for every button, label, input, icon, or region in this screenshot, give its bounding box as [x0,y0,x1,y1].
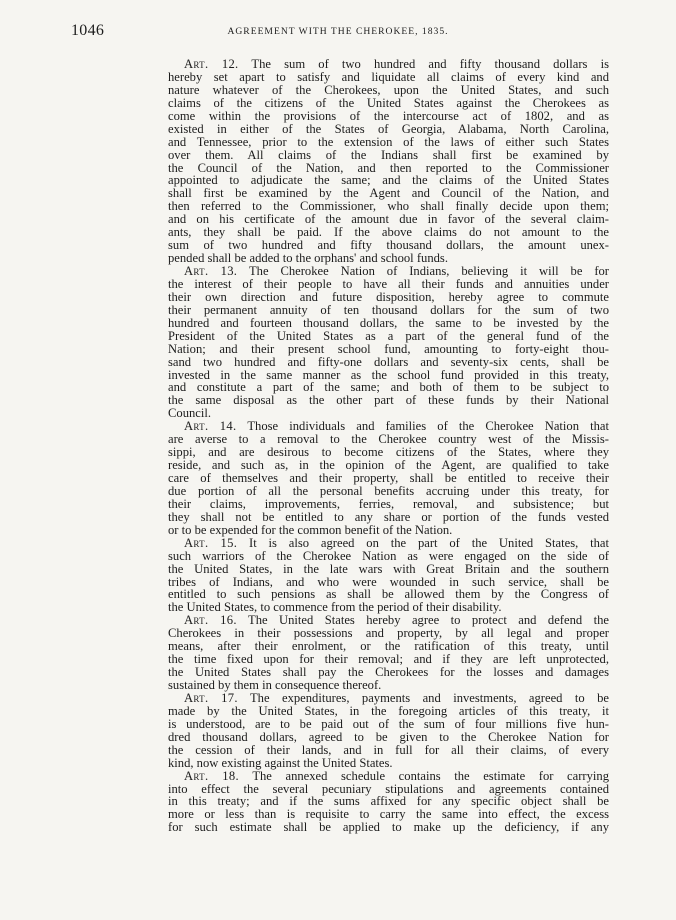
article-line-text: the United States shall pay the Cherokees for the losses and damages [168,665,609,680]
article-line-text: Nation; and their present school fund, amounting to forty-eight thou- [168,341,609,356]
article-line-text: entitled to such pensions as shall be allowed them by the Congress of [168,587,609,602]
article-line-text: The annexed schedule contains the estimate for carrying [252,768,610,783]
article-label: Art. 17. [184,690,238,705]
article-line-text: pended shall be added to the orphans' and school funds. [168,251,448,266]
article-line-text: more or less than is requisite to carry the same into effect, the excess [168,807,609,822]
article-line-text: and constitute a part of the same; and both of them to be subject to [168,380,609,395]
article-line-text: existed in either of the States of Georgia, Alabama, North Carolina, [168,121,609,136]
article-line-text: is understood, are to be paid out of the sum of four millions five hun- [168,716,609,731]
article-17 [168,692,609,770]
article-label: Art. 14. [184,419,237,434]
treaty-text [168,58,609,834]
article-line-text: their own direction and future disposition, hereby agree to commute [168,289,609,304]
article-line-text: come within the provisions of the intercourse act of 1802, and as [168,108,609,123]
article-line-text: sustained by them in consequence thereof. [168,678,382,692]
article-line-text: shall first be examined by the Agent and Council of the Nation, and [168,186,609,201]
article-line-text: their claims, improvements, ferries, removal, and subsistence; but [168,496,609,511]
article-line-text: claims of the citizens of the United States against the Cherokees as [168,95,609,110]
running-head: AGREEMENT WITH THE CHEROKEE, 1835. [227,26,449,37]
article-line-text: the Council of the Nation, and then reported to the Commissioner [168,160,609,175]
article-line [168,821,609,834]
article-line-text: care of themselves and their property, shall be entitled to receive their [168,471,609,485]
article-line-text: Those individuals and families of the Cherokee Nation that [247,419,609,434]
article-line-text: tribes of Indians, and who were wounded in such service, shall be [168,574,609,589]
article-line-text: means, after their enrolment, or the ratification of this treaty, until [168,639,609,654]
article-12 [168,58,609,265]
article-line-text: for such estimate shall be applied to make up the deficiency, if any [168,820,609,835]
article-line-text: It is also agreed on the part of the United States, that [249,535,609,550]
article-18 [168,770,609,835]
article-line-text: and on his certificate of the amount due in favor of the several claim- [168,212,609,227]
article-line-text: due portion of all the personal benefits accruing under this treaty, for [168,483,609,498]
article-line-text: and Tennessee, prior to the extension of the laws of either such States [168,134,609,149]
article-line-text: the United States, in the late wars with Great Britain and the southern [168,561,609,576]
article-line-text: sippi, and are desirous to become citizens of the States, where they [168,445,609,460]
article-line-text: the United States, to commence from the period of their disability. [168,600,502,615]
article-line-text: they shall not be entitled to any share or portion of the funds vested [168,509,609,524]
article-line-text: then referred to the Commissioner, who shall finally decide upon them; [168,199,609,214]
article-line-text: in this treaty; and if the sums affixed for any specific object shall be [168,794,609,809]
article-line-text: Council. [168,406,212,421]
article-line-text: over them. All claims of the Indians shall first be examined by [168,147,609,162]
article-line-text: reside, and such as, in the opinion of the Agent, are qualified to take [168,458,609,473]
article-line-text: hundred and fourteen thousand dollars, the same to be invested by the [168,315,609,330]
article-label: Art. 13. [184,264,238,278]
article-line-text: the interest of their people to have all their funds and annuities under [168,276,609,291]
page-number: 1046 [71,22,105,39]
article-line-text: the same disposal as the other part of these funds by their National [168,393,609,408]
article-line-text: their permanent annuity of ten thousand dollars for the sum of two [168,302,609,317]
article-label: Art. 16. [184,613,237,628]
article-line-text: The Cherokee Nation of Indians, believing it will be for [248,264,610,278]
article-line-text: into effect the several pecuniary stipulations and agreements contained [168,781,609,796]
article-line-text: the time fixed upon for their removal; and if they are left unprotected, [168,652,609,667]
article-line-text: hereby set apart to satisfy and liquidate all claims of every kind and [168,69,609,84]
article-line-text: dred thousand dollars, agreed to be given to the Cherokee Nation for [168,729,609,744]
article-line [168,394,609,407]
article-label: Art. 12. [184,57,239,71]
article-line-text: such warriors of the Cherokee Nation as were engaged on the side of [168,548,609,563]
article-line-text: Cherokees in their possessions and property, by all legal and proper [168,626,609,641]
article-line-text: sand two hundred and fifty-one dollars and seventy-six cents, shall be [168,354,609,369]
article-line-text: The United States hereby agree to protect and defend the [248,613,610,628]
article-15 [168,537,609,615]
article-line-text: kind, now existing against the United States. [168,755,393,770]
article-16 [168,614,609,692]
article-line-text: are averse to a removal to the Cherokee country west of the Missis- [168,432,609,447]
article-line-text: The expenditures, payments and investments, agreed to be [249,690,610,705]
article-line-text: President of the United States as a part of the general fund of the [168,328,609,343]
article-line-text: sum of two hundred and fifty thousand dollars, the amount unex- [168,238,609,253]
article-label: Art. 15. [184,535,238,550]
article-line-text: the cession of their lands, and in full for all their claims, of every [168,742,609,757]
article-13 [168,265,609,420]
article-line-text: made by the United States, in the foregoing articles of this treaty, it [168,703,609,718]
article-line-text: invested in the same manner as the school fund provided in this treaty, [168,367,609,382]
article-line-text: nature whatever of the Cherokees, upon the United States, and such [168,82,609,97]
article-line-text: The sum of two hundred and fifty thousand dollars is [251,57,609,71]
article-line-text: ants, they shall be paid. If the above claims do not amount to the [168,225,609,240]
article-line-text: appointed to adjudicate the same; and the claims of the United States [168,173,609,188]
article-line-text: or to be expended for the common benefit of the Nation. [168,522,453,537]
article-label: Art. 18. [184,768,239,783]
article-14 [168,420,609,536]
